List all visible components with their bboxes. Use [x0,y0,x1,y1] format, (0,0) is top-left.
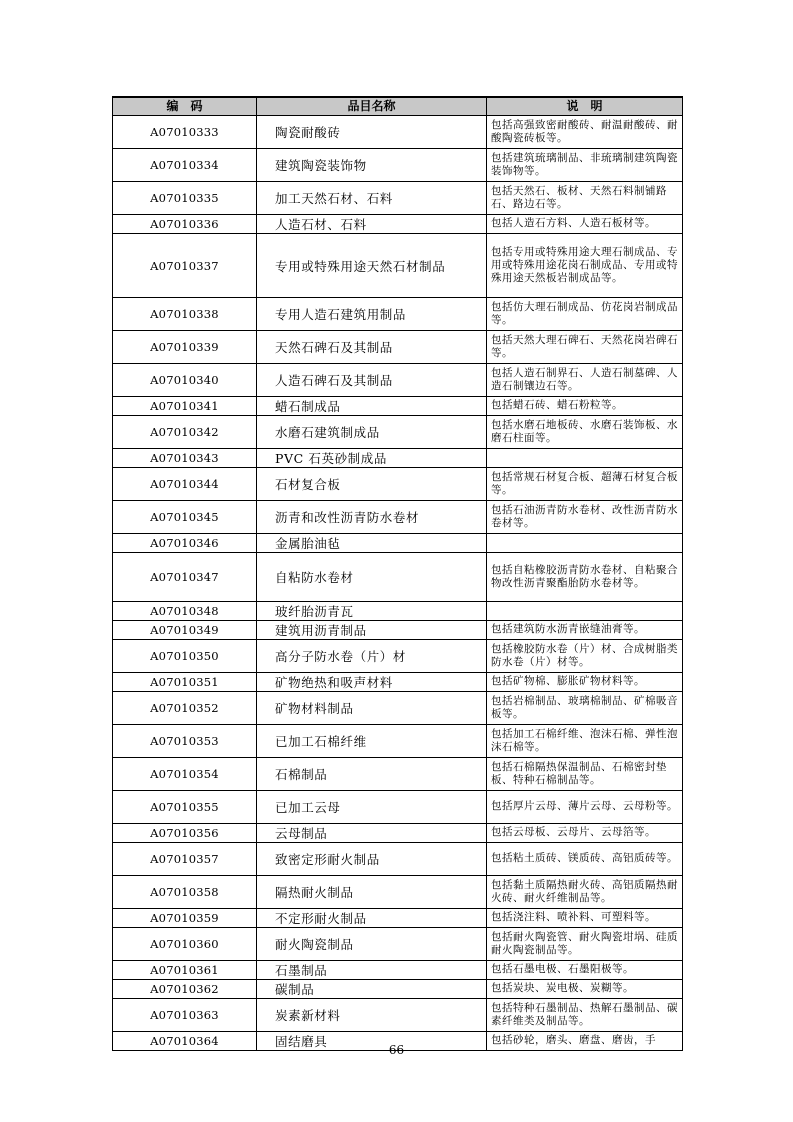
item-name: 石材复合板 [257,468,487,501]
item-name: 建筑陶瓷装饰物 [257,149,487,182]
table-row [113,364,683,397]
table-row [113,961,683,980]
item-description: 包括粘土质砖、镁质砖、高铝质砖等。 [487,843,683,876]
item-name: 沥青和改性沥青防水卷材 [257,501,487,534]
table-row [113,468,683,501]
table-row [113,331,683,364]
item-description: 包括特种石墨制品、热解石墨制品、碳素纤维类及制品等。 [487,999,683,1032]
table-row [113,640,683,673]
item-code: A07010359 [113,909,257,928]
item-code: A07010351 [113,673,257,692]
item-name: 石棉制品 [257,758,487,791]
table-row [113,824,683,843]
item-description: 包括专用或特殊用途大理石制成品、专用或特殊用途花岗石制成品、专用或特殊用途天然板岩制成品等。 [487,234,683,298]
item-name: 碳制品 [257,980,487,999]
item-code: A07010364 [113,1032,257,1051]
item-code: A07010361 [113,961,257,980]
item-name: 陶瓷耐酸砖 [257,116,487,149]
table-row [113,999,683,1032]
item-name: 矿物绝热和吸声材料 [257,673,487,692]
item-code: A07010360 [113,928,257,961]
table-row [113,149,683,182]
item-code: A07010341 [113,397,257,416]
item-description [487,602,683,621]
table-row [113,843,683,876]
table-row [113,416,683,449]
item-code: A07010354 [113,758,257,791]
item-description: 包括石棉隔热保温制品、石棉密封垫板、特种石棉制品等。 [487,758,683,791]
item-name: 水磨石建筑制成品 [257,416,487,449]
item-description: 包括砂轮，磨头、磨盘、磨齿，手 [487,1032,683,1051]
item-description: 包括橡胶防水卷（片）材、合成树脂类防水卷（片）材等。 [487,640,683,673]
item-description: 包括炭块、炭电极、炭糊等。 [487,980,683,999]
item-name: 矿物材料制品 [257,692,487,725]
item-code: A07010339 [113,331,257,364]
item-code: A07010343 [113,449,257,468]
table-row [113,791,683,824]
item-description: 包括常规石材复合板、超薄石材复合板等。 [487,468,683,501]
item-code: A07010363 [113,999,257,1032]
item-name: 炭素新材料 [257,999,487,1032]
item-code: A07010352 [113,692,257,725]
table-row [113,449,683,468]
table-row [113,397,683,416]
table-row [113,928,683,961]
item-code: A07010344 [113,468,257,501]
table-row [113,725,683,758]
item-description: 包括天然大理石碑石、天然花岗岩碑石等。 [487,331,683,364]
item-description: 包括石油沥青防水卷材、改性沥青防水卷材等。 [487,501,683,534]
item-name: 金属胎油毡 [257,534,487,553]
item-name: 玻纤胎沥青瓦 [257,602,487,621]
header-name: 品目名称 [257,97,487,116]
item-code: A07010342 [113,416,257,449]
item-code: A07010334 [113,149,257,182]
item-name: 致密定形耐火制品 [257,843,487,876]
table-row [113,876,683,909]
item-code: A07010333 [113,116,257,149]
item-description: 包括加工石棉纤维、泡沫石棉、弹性泡沫石棉等。 [487,725,683,758]
item-description: 包括石墨电极、石墨阳极等。 [487,961,683,980]
item-description: 包括人造石制界石、人造石制墓碑、人造石制镶边石等。 [487,364,683,397]
table-row [113,116,683,149]
item-name: 固结磨具 [257,1032,487,1051]
item-code: A07010358 [113,876,257,909]
item-name: 人造石材、石料 [257,215,487,234]
item-code: A07010346 [113,534,257,553]
item-name: 专用人造石建筑用制品 [257,298,487,331]
header-code: 编 码 [113,97,257,116]
item-name: 专用或特殊用途天然石材制品 [257,234,487,298]
item-code: A07010357 [113,843,257,876]
item-description: 包括仿大理石制成品、仿花岗岩制成品等。 [487,298,683,331]
table-row [113,692,683,725]
item-description: 包括高强致密耐酸砖、耐温耐酸砖、耐酸陶瓷砖板等。 [487,116,683,149]
item-name: 耐火陶瓷制品 [257,928,487,961]
table-body [113,116,683,1051]
item-name: 加工天然石材、石料 [257,182,487,215]
item-description: 包括厚片云母、薄片云母、云母粉等。 [487,791,683,824]
header-desc: 说 明 [487,97,683,116]
item-description: 包括人造石方料、人造石板材等。 [487,215,683,234]
table-row [113,553,683,602]
table-row [113,621,683,640]
item-code: A07010362 [113,980,257,999]
table-row [113,909,683,928]
item-code: A07010350 [113,640,257,673]
item-name: PVC 石英砂制成品 [257,449,487,468]
catalog-table [112,96,683,1051]
table-row [113,758,683,791]
item-description: 包括矿物棉、膨胀矿物材料等。 [487,673,683,692]
item-name: 已加工云母 [257,791,487,824]
item-code: A07010337 [113,234,257,298]
table-row [113,215,683,234]
item-code: A07010355 [113,791,257,824]
item-description: 包括黏土质隔热耐火砖、高铝质隔热耐火砖、耐火纤维制品等。 [487,876,683,909]
item-name: 蜡石制成品 [257,397,487,416]
item-description: 包括耐火陶瓷管、耐火陶瓷坩埚、硅质耐火陶瓷制品等。 [487,928,683,961]
item-code: A07010335 [113,182,257,215]
page-number: 66 [388,1043,405,1057]
item-description [487,449,683,468]
item-name: 隔热耐火制品 [257,876,487,909]
table-row [113,980,683,999]
item-description: 包括天然石、板材、天然石料制铺路石、路边石等。 [487,182,683,215]
item-description: 包括云母板、云母片、云母箔等。 [487,824,683,843]
item-code: A07010349 [113,621,257,640]
table-row [113,182,683,215]
item-code: A07010336 [113,215,257,234]
item-code: A07010348 [113,602,257,621]
item-name: 建筑用沥青制品 [257,621,487,640]
table-row [113,602,683,621]
item-description: 包括建筑琉璃制品、非琉璃制建筑陶瓷装饰物等。 [487,149,683,182]
item-code: A07010345 [113,501,257,534]
item-name: 高分子防水卷（片）材 [257,640,487,673]
item-name: 自粘防水卷材 [257,553,487,602]
item-code: A07010353 [113,725,257,758]
item-description: 包括岩棉制品、玻璃棉制品、矿棉吸音板等。 [487,692,683,725]
item-name: 石墨制品 [257,961,487,980]
item-code: A07010347 [113,553,257,602]
item-code: A07010340 [113,364,257,397]
item-name: 天然石碑石及其制品 [257,331,487,364]
item-code: A07010338 [113,298,257,331]
item-description: 包括水磨石地板砖、水磨石装饰板、水磨石柱面等。 [487,416,683,449]
item-description: 包括自粘橡胶沥青防水卷材、自粘聚合物改性沥青聚酯胎防水卷材等。 [487,553,683,602]
table-row [113,501,683,534]
item-description: 包括蜡石砖、蜡石粉粒等。 [487,397,683,416]
table-row [113,534,683,553]
item-name: 不定形耐火制品 [257,909,487,928]
item-description [487,534,683,553]
item-description: 包括浇注料、喷补料、可塑料等。 [487,909,683,928]
item-code: A07010356 [113,824,257,843]
item-name: 已加工石棉纤维 [257,725,487,758]
item-description: 包括建筑防水沥青嵌缝油膏等。 [487,621,683,640]
item-name: 人造石碑石及其制品 [257,364,487,397]
item-name: 云母制品 [257,824,487,843]
table-row [113,298,683,331]
table-row [113,234,683,298]
table-header-row [113,97,683,116]
table-row [113,673,683,692]
